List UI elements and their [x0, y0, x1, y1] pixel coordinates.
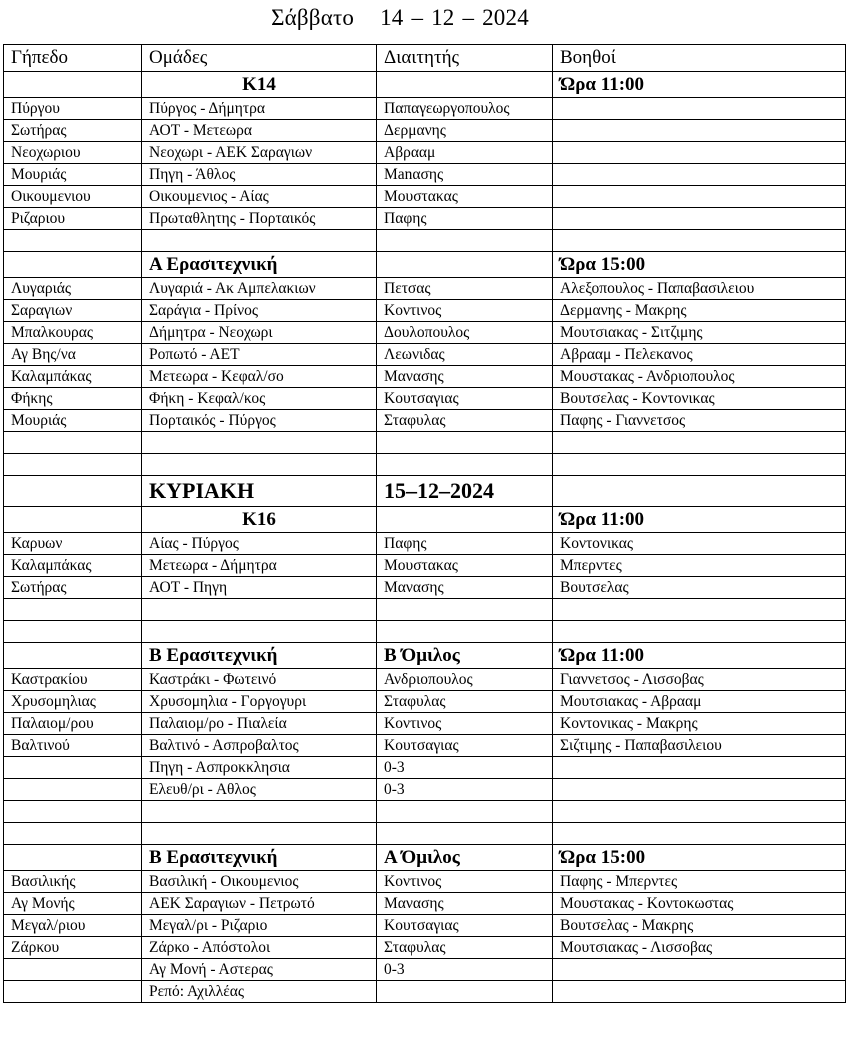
cell-referee: Μανασης [377, 893, 553, 915]
cell-referee [377, 621, 553, 643]
cell-field: Ζάρκου [4, 937, 142, 959]
day-header-row [4, 476, 846, 507]
cell-assistants [553, 801, 846, 823]
cell-field [4, 643, 142, 669]
cell-teams: Φήκη - Κεφαλ/κος [142, 388, 377, 410]
cell-referee [377, 507, 553, 533]
cell-field: Οικουμενιου [4, 186, 142, 208]
cell-teams: Κ14 [142, 72, 377, 98]
header-teams: Ομάδες [142, 45, 377, 72]
cell-assistants: Γιαννετσος - Λισσοβας [553, 669, 846, 691]
cell-field: Πύργου [4, 98, 142, 120]
cell-referee: Μουστακας [377, 186, 553, 208]
match-row [4, 300, 846, 322]
cell-teams: Ροπωτό - ΑΕΤ [142, 344, 377, 366]
cell-referee: Κουτσαγιας [377, 915, 553, 937]
cell-referee: Σταφυλας [377, 410, 553, 432]
cell-field: Μπαλκουρας [4, 322, 142, 344]
cell-referee: Α Όμιλος [377, 845, 553, 871]
match-row [4, 388, 846, 410]
cell-field [4, 599, 142, 621]
cell-field: Μουριάς [4, 164, 142, 186]
cell-referee [377, 599, 553, 621]
cell-field: Καστρακίου [4, 669, 142, 691]
match-row [4, 577, 846, 599]
cell-teams: Πρωταθλητης - Πορταικός [142, 208, 377, 230]
cell-teams: ΚΥΡΙΑΚΗ [142, 476, 377, 507]
section-header-row [4, 643, 846, 669]
cell-teams: Ζάρκο - Απόστολοι [142, 937, 377, 959]
cell-referee: Β Όμιλος [377, 643, 553, 669]
cell-assistants [553, 120, 846, 142]
cell-referee [377, 252, 553, 278]
cell-field: Παλαιομ/ρου [4, 713, 142, 735]
cell-teams: Αγ Μονή - Αστερας [142, 959, 377, 981]
cell-referee: Κουτσαγιας [377, 735, 553, 757]
cell-assistants: Ώρα 11:00 [553, 72, 846, 98]
cell-teams: ΑΟΤ - Πηγη [142, 577, 377, 599]
cell-referee: Σταφυλας [377, 691, 553, 713]
cell-teams: ΑΕΚ Σαραγιων - Πετρωτό [142, 893, 377, 915]
cell-teams: Μετεωρα - Δήμητρα [142, 555, 377, 577]
cell-teams: Μεγαλ/ρι - Ριζαριο [142, 915, 377, 937]
cell-referee [377, 823, 553, 845]
cell-referee [377, 981, 553, 1003]
cell-referee: Κοντινος [377, 713, 553, 735]
cell-teams: Χρυσομηλια - Γοργογυρι [142, 691, 377, 713]
cell-teams [142, 454, 377, 476]
cell-teams [142, 621, 377, 643]
cell-field: Αγ Μονής [4, 893, 142, 915]
cell-teams: Β Ερασιτεχνική [142, 643, 377, 669]
match-row [4, 779, 846, 801]
cell-field: Καρυων [4, 533, 142, 555]
cell-referee: Παφης [377, 533, 553, 555]
match-row [4, 757, 846, 779]
cell-assistants [553, 186, 846, 208]
cell-field: Ριζαριου [4, 208, 142, 230]
cell-assistants: Μουστακας - Ανδριοπουλος [553, 366, 846, 388]
schedule-body [4, 72, 846, 1003]
cell-teams: Λυγαριά - Ακ Αμπελακιων [142, 278, 377, 300]
cell-field [4, 507, 142, 533]
cell-referee: Μανασης [377, 577, 553, 599]
page-title-date: 14 – 12 – 2024 [380, 5, 529, 30]
cell-assistants: Ώρα 11:00 [553, 507, 846, 533]
cell-field: Φήκης [4, 388, 142, 410]
cell-assistants: Βουτσελας - Μακρης [553, 915, 846, 937]
cell-assistants: Βουτσελας - Κοντονικας [553, 388, 846, 410]
cell-teams: Δήμητρα - Νεοχωρι [142, 322, 377, 344]
match-row [4, 98, 846, 120]
cell-field: Σωτήρας [4, 577, 142, 599]
cell-teams: Οικουμενιος - Αίας [142, 186, 377, 208]
cell-assistants [553, 823, 846, 845]
cell-field [4, 621, 142, 643]
cell-field [4, 757, 142, 779]
cell-field [4, 72, 142, 98]
cell-teams: Βασιλική - Οικουμενιος [142, 871, 377, 893]
cell-assistants [553, 142, 846, 164]
cell-referee [377, 454, 553, 476]
match-row [4, 164, 846, 186]
cell-teams: Παλαιομ/ρο - Πιαλεία [142, 713, 377, 735]
section-header-row [4, 507, 846, 533]
cell-assistants [553, 757, 846, 779]
empty-row [4, 801, 846, 823]
cell-teams: Αίας - Πύργος [142, 533, 377, 555]
match-row [4, 208, 846, 230]
cell-field [4, 454, 142, 476]
cell-teams: Πορταικός - Πύργος [142, 410, 377, 432]
cell-referee: Μουστακας [377, 555, 553, 577]
match-row [4, 533, 846, 555]
match-row [4, 893, 846, 915]
cell-referee [377, 801, 553, 823]
cell-field: Μουριάς [4, 410, 142, 432]
match-row [4, 669, 846, 691]
cell-referee: Μανασης [377, 366, 553, 388]
cell-assistants: Αλεξοπουλος - Παπαβασιλειου [553, 278, 846, 300]
cell-field [4, 230, 142, 252]
cell-referee: Manασης [377, 164, 553, 186]
cell-field: Σωτήρας [4, 120, 142, 142]
cell-teams [142, 432, 377, 454]
cell-teams: Καστράκι - Φωτεινό [142, 669, 377, 691]
cell-assistants [553, 230, 846, 252]
cell-teams: Πύργος - Δήμητρα [142, 98, 377, 120]
empty-row [4, 823, 846, 845]
cell-field [4, 779, 142, 801]
cell-referee: 15–12–2024 [377, 476, 553, 507]
match-row [4, 278, 846, 300]
cell-assistants: Αβρααμ - Πελεκανος [553, 344, 846, 366]
cell-field [4, 845, 142, 871]
cell-referee [377, 72, 553, 98]
cell-teams: Α Ερασιτεχνική [142, 252, 377, 278]
cell-assistants: Σιζτιμης - Παπαβασιλειου [553, 735, 846, 757]
cell-field: Χρυσομηλιας [4, 691, 142, 713]
cell-assistants: Παφης - Μπερντες [553, 871, 846, 893]
cell-assistants [553, 208, 846, 230]
header-assistants: Βοηθοί [553, 45, 846, 72]
cell-referee: Αβρααμ [377, 142, 553, 164]
section-header-row [4, 845, 846, 871]
cell-assistants: Κοντονικας [553, 533, 846, 555]
cell-teams: Ρεπό: Αχιλλέας [142, 981, 377, 1003]
cell-teams: Πηγη - Ασπροκκλησια [142, 757, 377, 779]
cell-assistants: Κοντονικας - Μακρης [553, 713, 846, 735]
section-header-row [4, 252, 846, 278]
cell-assistants [553, 599, 846, 621]
cell-teams: Πηγη - Άθλος [142, 164, 377, 186]
empty-row [4, 230, 846, 252]
cell-assistants: Ώρα 15:00 [553, 845, 846, 871]
match-row [4, 959, 846, 981]
match-row [4, 120, 846, 142]
cell-assistants: Μουτσιακας - Σιτζιμης [553, 322, 846, 344]
cell-field: Καλαμπάκας [4, 366, 142, 388]
match-row [4, 142, 846, 164]
cell-field [4, 981, 142, 1003]
match-row [4, 186, 846, 208]
match-row [4, 410, 846, 432]
page-title [0, 0, 800, 40]
cell-field: Καλαμπάκας [4, 555, 142, 577]
match-row [4, 713, 846, 735]
cell-referee: 0-3 [377, 959, 553, 981]
empty-row [4, 621, 846, 643]
cell-teams: Κ16 [142, 507, 377, 533]
cell-teams [142, 823, 377, 845]
cell-referee: Λεωνιδας [377, 344, 553, 366]
match-row [4, 981, 846, 1003]
cell-field [4, 476, 142, 507]
match-row [4, 915, 846, 937]
cell-assistants: Μπερντες [553, 555, 846, 577]
section-header-row [4, 72, 846, 98]
empty-row [4, 432, 846, 454]
match-row [4, 691, 846, 713]
cell-referee: Ανδριοπουλος [377, 669, 553, 691]
cell-assistants [553, 432, 846, 454]
match-row [4, 937, 846, 959]
cell-teams: Ελευθ/ρι - Αθλος [142, 779, 377, 801]
cell-field [4, 959, 142, 981]
header-field: Γήπεδο [4, 45, 142, 72]
cell-referee: Κοντινος [377, 871, 553, 893]
cell-field: Βασιλικής [4, 871, 142, 893]
cell-teams: Σαράγια - Πρίνος [142, 300, 377, 322]
cell-assistants: Παφης - Γιαννετσος [553, 410, 846, 432]
header-referee: Διαιτητής [377, 45, 553, 72]
cell-assistants [553, 98, 846, 120]
cell-field [4, 252, 142, 278]
match-row [4, 344, 846, 366]
cell-assistants [553, 779, 846, 801]
cell-teams: Νεοχωρι - ΑΕΚ Σαραγιων [142, 142, 377, 164]
cell-referee: 0-3 [377, 757, 553, 779]
cell-teams: Μετεωρα - Κεφαλ/σο [142, 366, 377, 388]
match-row [4, 735, 846, 757]
cell-field [4, 823, 142, 845]
cell-field [4, 801, 142, 823]
match-row [4, 871, 846, 893]
cell-referee: Παφης [377, 208, 553, 230]
cell-field: Αγ Βης/να [4, 344, 142, 366]
cell-assistants: Μουστακας - Κοντοκωστας [553, 893, 846, 915]
schedule-table [3, 44, 846, 1003]
cell-assistants [553, 476, 846, 507]
cell-referee: Σταφυλας [377, 937, 553, 959]
cell-assistants [553, 621, 846, 643]
cell-assistants [553, 164, 846, 186]
cell-referee: 0-3 [377, 779, 553, 801]
cell-referee: Δουλοπουλος [377, 322, 553, 344]
cell-teams [142, 599, 377, 621]
cell-teams [142, 801, 377, 823]
cell-referee: Δερμανης [377, 120, 553, 142]
cell-assistants: Δερμανης - Μακρης [553, 300, 846, 322]
empty-row [4, 599, 846, 621]
match-row [4, 366, 846, 388]
cell-referee: Παπαγεωργοπουλος [377, 98, 553, 120]
cell-field: Σαραγιων [4, 300, 142, 322]
cell-referee [377, 230, 553, 252]
cell-referee: Πετσας [377, 278, 553, 300]
cell-referee [377, 432, 553, 454]
cell-field: Μεγαλ/ριου [4, 915, 142, 937]
match-row [4, 555, 846, 577]
cell-field: Βαλτινού [4, 735, 142, 757]
cell-teams: ΑΟΤ - Μετεωρα [142, 120, 377, 142]
header-row [4, 45, 846, 72]
cell-teams [142, 230, 377, 252]
cell-teams: Βαλτινό - Ασπροβαλτος [142, 735, 377, 757]
cell-field: Λυγαριάς [4, 278, 142, 300]
cell-assistants: Ώρα 15:00 [553, 252, 846, 278]
cell-teams: Β Ερασιτεχνική [142, 845, 377, 871]
cell-field [4, 432, 142, 454]
match-row [4, 322, 846, 344]
cell-assistants: Μουτσιακας - Λισσοβας [553, 937, 846, 959]
cell-field: Νεοχωριου [4, 142, 142, 164]
cell-referee: Κουτσαγιας [377, 388, 553, 410]
empty-row [4, 454, 846, 476]
cell-referee: Κοντινος [377, 300, 553, 322]
cell-assistants [553, 981, 846, 1003]
cell-assistants [553, 454, 846, 476]
cell-assistants: Μουτσιακας - Αβρααμ [553, 691, 846, 713]
cell-assistants: Ώρα 11:00 [553, 643, 846, 669]
page-title-day: Σάββατο [271, 5, 355, 30]
cell-assistants [553, 959, 846, 981]
cell-assistants: Βουτσελας [553, 577, 846, 599]
